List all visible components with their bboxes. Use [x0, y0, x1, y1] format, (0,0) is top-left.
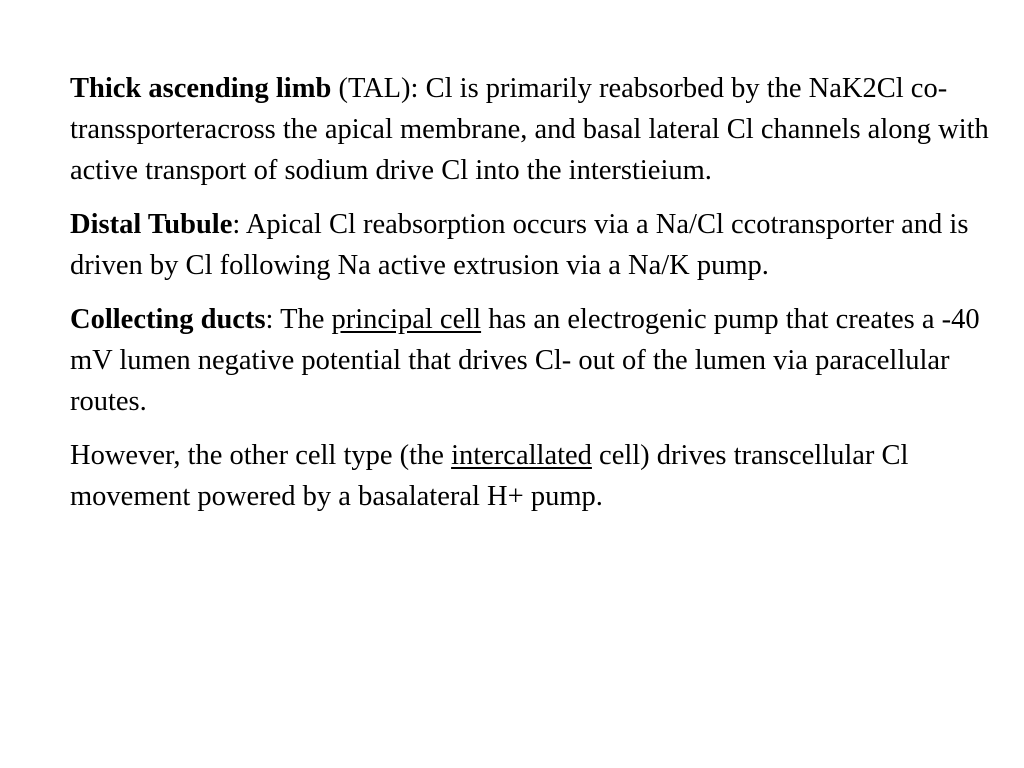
paragraph-text: (TAL): Cl is primarily reabsorbed by the NaK2Cl co-transsporteracross the apical membrane, and basal lateral Cl channels along with active transport of sodium drive Cl into the interstieium. — [70, 73, 989, 186]
paragraph-collecting-ducts — [70, 299, 990, 422]
paragraph-text: : Apical Cl reabsorption occurs via a Na/Cl ccotransporter and is driven by Cl following Na active extrusion via a Na/K pump. — [70, 209, 969, 281]
paragraph-text: has an electrogenic pump that creates a -40 mV lumen negative potential that drives Cl- out of the lumen via paracellular routes. — [70, 304, 980, 417]
heading-distal-tubule: Distal Tubule — [70, 209, 233, 240]
heading-thick-ascending-limb: Thick ascending limb — [70, 73, 332, 104]
intercallated-link[interactable]: intercallated — [451, 440, 592, 471]
paragraph-text: However, the other cell type (the — [70, 440, 452, 471]
paragraph-text: : The — [265, 304, 332, 335]
principal-cell-link[interactable]: principal cell — [331, 304, 482, 335]
paragraph-however — [70, 435, 990, 517]
slide-body — [70, 68, 990, 530]
paragraph-distal-tubule — [70, 204, 990, 286]
paragraph-text: cell) drives transcellular Cl movement powered by a basalateral H+ pump. — [70, 440, 909, 512]
paragraph-thick-ascending-limb — [70, 68, 990, 191]
heading-collecting-ducts: Collecting ducts — [70, 304, 266, 335]
